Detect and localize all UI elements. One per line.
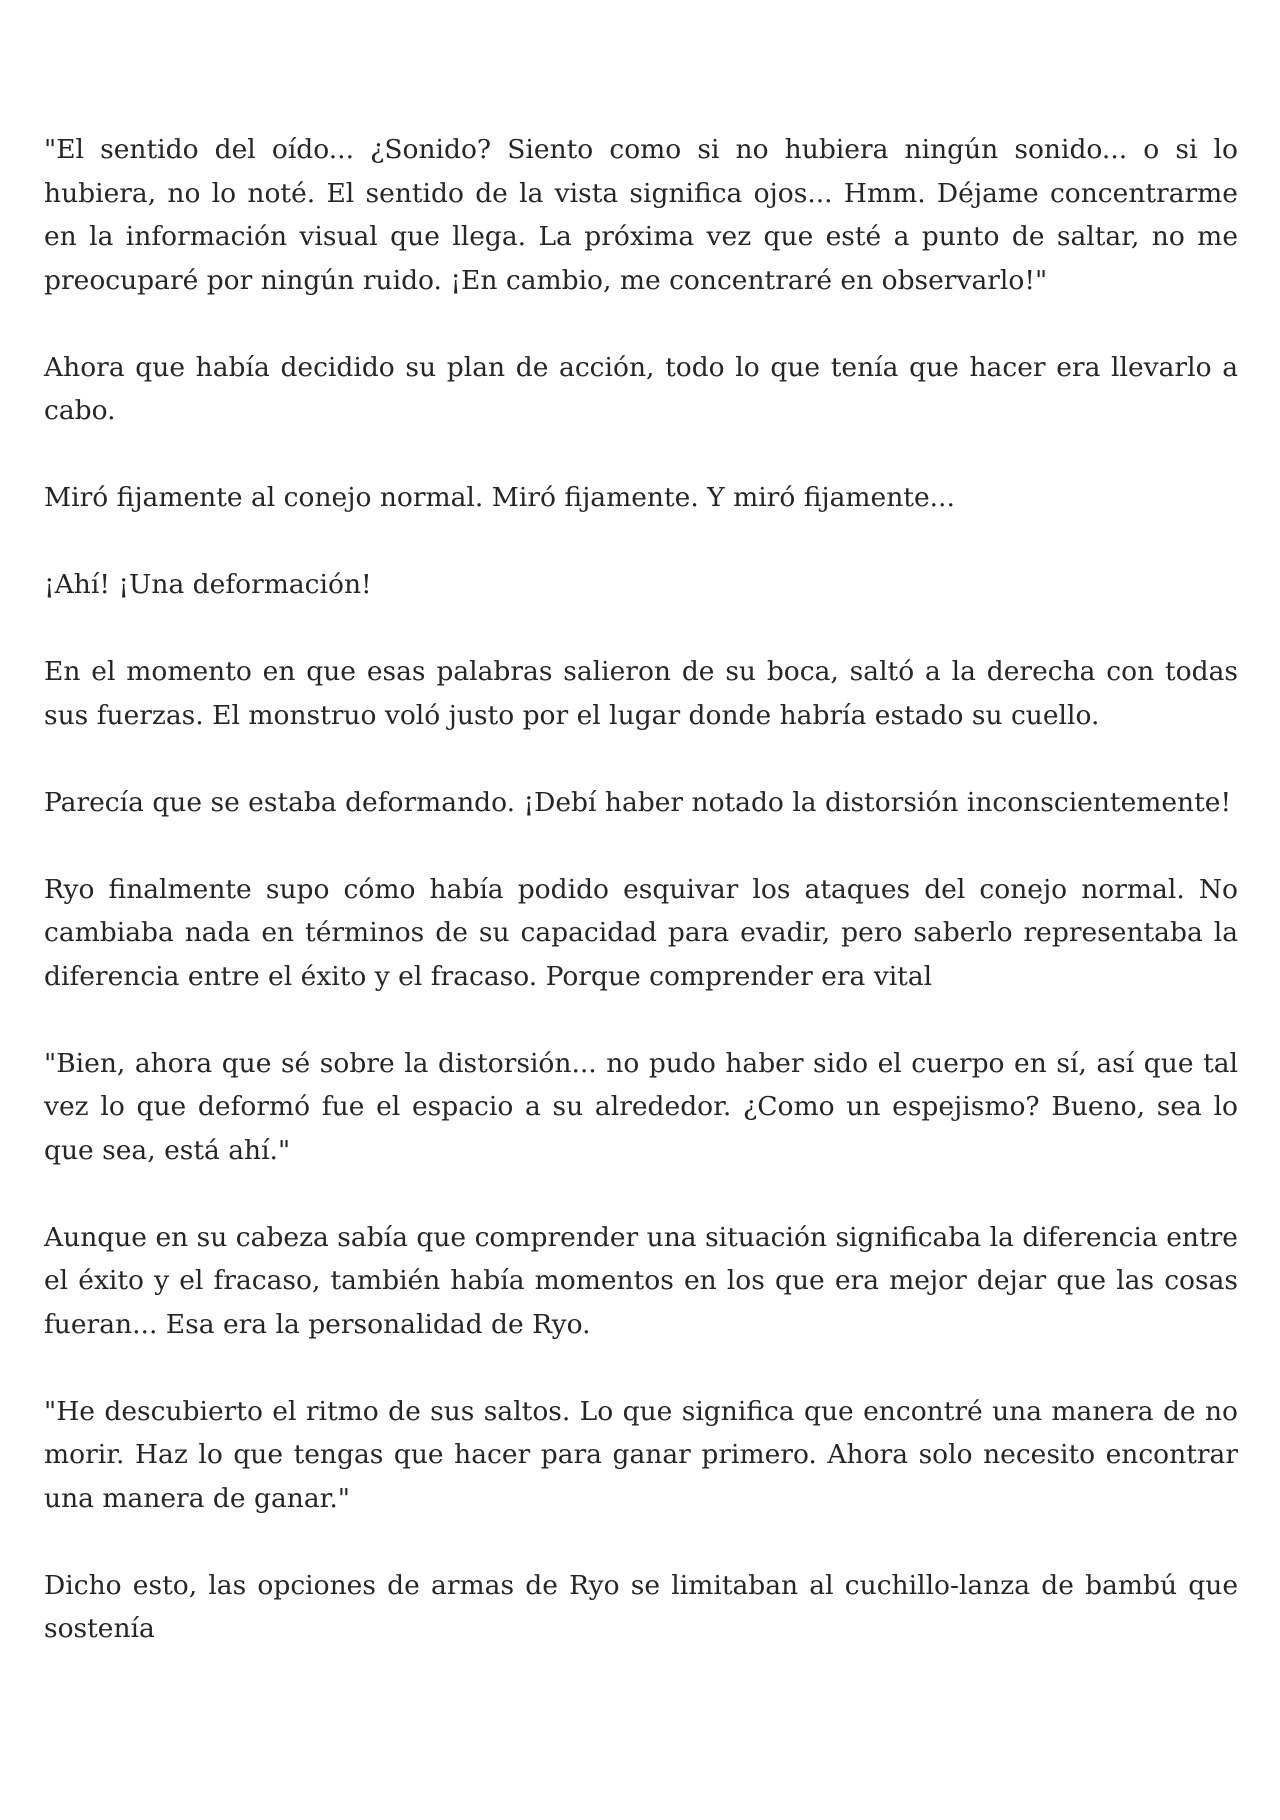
document-page: [44, 128, 1238, 1694]
paragraph: Aunque en su cabeza sabía que comprender una situación significaba la diferencia entre el éxito y el fracaso, también había momentos en los que era mejor dejar que las cosas fueran... Esa era la personalidad de Ryo.: [44, 1221, 1238, 1340]
paragraph: ¡Ahí! ¡Una deformación!: [44, 569, 372, 600]
paragraph: "Bien, ahora que sé sobre la distorsión... no pudo haber sido el cuerpo en sí, así que tal vez lo que deformó fue el espacio a su alrededor. ¿Como un espejismo? Bueno, sea lo que sea, está ahí.": [44, 1047, 1238, 1166]
paragraph: "El sentido del oído... ¿Sonido? Siento como si no hubiera ningún sonido... o si lo hubiera, no lo noté. El sentido de la vista significa ojos... Hmm. Déjame concentrarme en la información visual que llega. La próxima vez que esté a punto de saltar, no me preocuparé por ningún ruido. ¡En cambio, me concentraré en observarlo!": [44, 134, 1238, 296]
paragraph: Miró fijamente al conejo normal. Miró fijamente. Y miró fijamente...: [44, 482, 955, 513]
paragraph: Ahora que había decidido su plan de acción, todo lo que tenía que hacer era llevarlo a cabo.: [44, 351, 1238, 426]
paragraph: En el momento en que esas palabras salieron de su boca, saltó a la derecha con todas sus fuerzas. El monstruo voló justo por el lugar donde habría estado su cuello.: [44, 656, 1238, 731]
paragraph: Parecía que se estaba deformando. ¡Debí haber notado la distorsión inconscientemente!: [44, 786, 1232, 818]
paragraph: Dicho esto, las opciones de armas de Ryo se limitaban al cuchillo-lanza de bambú que sostenía: [44, 1569, 1238, 1644]
paragraph: Ryo finalmente supo cómo había podido esquivar los ataques del conejo normal. No cambiaba nada en términos de su capacidad para evadir, pero saberlo representaba la diferencia entre el éxito y el fracaso. Porque comprender era vital: [44, 873, 1238, 992]
paragraph: "He descubierto el ritmo de sus saltos. Lo que significa que encontré una manera de no morir. Haz lo que tengas que hacer para ganar primero. Ahora solo necesito encontrar una manera de ganar.": [44, 1395, 1238, 1514]
